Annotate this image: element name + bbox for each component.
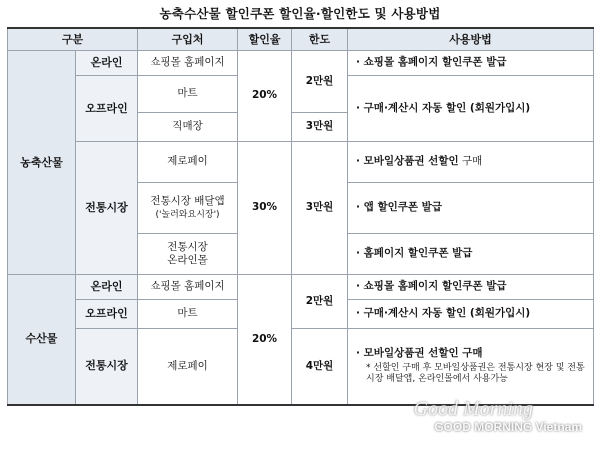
store-cell: 쇼핑몰 홈페이지	[138, 275, 238, 300]
method-text: 구매	[458, 155, 483, 168]
header-store: 구입처	[138, 28, 238, 51]
rate-cell: 20%	[238, 275, 292, 405]
limit-cell: 2만원	[292, 275, 348, 329]
store-cell: 직매장	[138, 113, 238, 142]
limit-cell: 2만원	[292, 51, 348, 113]
store-cell: 마트	[138, 300, 238, 329]
method-cell: · 구매·계산시 자동 할인 (회원가입시)	[348, 76, 594, 142]
header-rate: 할인율	[238, 28, 292, 51]
subcategory-online: 온라인	[76, 275, 138, 300]
table-row	[8, 275, 594, 300]
store-text: 온라인몰	[167, 254, 208, 266]
subcategory-offline: 오프라인	[76, 300, 138, 329]
header-row	[8, 28, 594, 51]
method-note: * 선할인 구매 후 모바일상품권은 전통시장 현장 및 전통시장 배달앱, 온라인몰에서 사용가능	[366, 362, 585, 385]
store-text: ('놀러와요시장')	[155, 209, 220, 220]
rate-cell: 30%	[238, 142, 292, 275]
store-cell: 제로페이	[138, 329, 238, 405]
subcategory-market: 전통시장	[76, 329, 138, 405]
store-cell: 쇼핑몰 홈페이지	[138, 51, 238, 76]
store-text: 전통시장 배달앱	[150, 194, 225, 207]
method-text: · 모바일상품권 선할인 구매	[356, 346, 483, 359]
subcategory-offline: 오프라인	[76, 76, 138, 142]
watermark-text: GOOD MORNING Vietnam	[434, 420, 582, 434]
store-cell: 제로페이	[138, 142, 238, 183]
table-row	[8, 142, 594, 183]
store-cell: 마트	[138, 76, 238, 113]
discount-table	[7, 27, 594, 406]
category-fish: 수산물	[8, 275, 76, 405]
method-cell: · 쇼핑몰 홈페이지 할인쿠폰 발급	[348, 275, 594, 300]
limit-cell: 3만원	[292, 142, 348, 275]
watermark-script: Good Morning	[413, 398, 533, 420]
watermark-logo	[393, 400, 588, 440]
method-cell	[348, 329, 594, 405]
table-row	[8, 329, 594, 405]
store-cell	[138, 234, 238, 275]
subcategory-market: 전통시장	[76, 142, 138, 275]
page-title: 농축수산물 할인쿠폰 할인율·할인한도 및 사용방법	[159, 6, 441, 21]
store-cell	[138, 183, 238, 234]
method-cell: · 앱 할인쿠폰 발급	[348, 183, 594, 234]
method-cell	[348, 142, 594, 183]
method-cell: · 구매·계산시 자동 할인 (회원가입시)	[348, 300, 594, 329]
header-category: 구분	[8, 28, 138, 51]
limit-cell: 3만원	[292, 113, 348, 142]
subcategory-online: 온라인	[76, 51, 138, 76]
header-limit: 한도	[292, 28, 348, 51]
limit-cell: 4만원	[292, 329, 348, 405]
header-method: 사용방법	[348, 28, 594, 51]
method-cell: · 쇼핑몰 홈페이지 할인쿠폰 발급	[348, 51, 594, 76]
method-cell: · 홈페이지 할인쿠폰 발급	[348, 234, 594, 275]
category-agri: 농축산물	[8, 51, 76, 275]
method-text: · 모바일상품권 선할인	[356, 155, 459, 168]
rate-cell: 20%	[238, 51, 292, 142]
table-row	[8, 51, 594, 76]
store-text: 전통시장	[167, 240, 208, 253]
